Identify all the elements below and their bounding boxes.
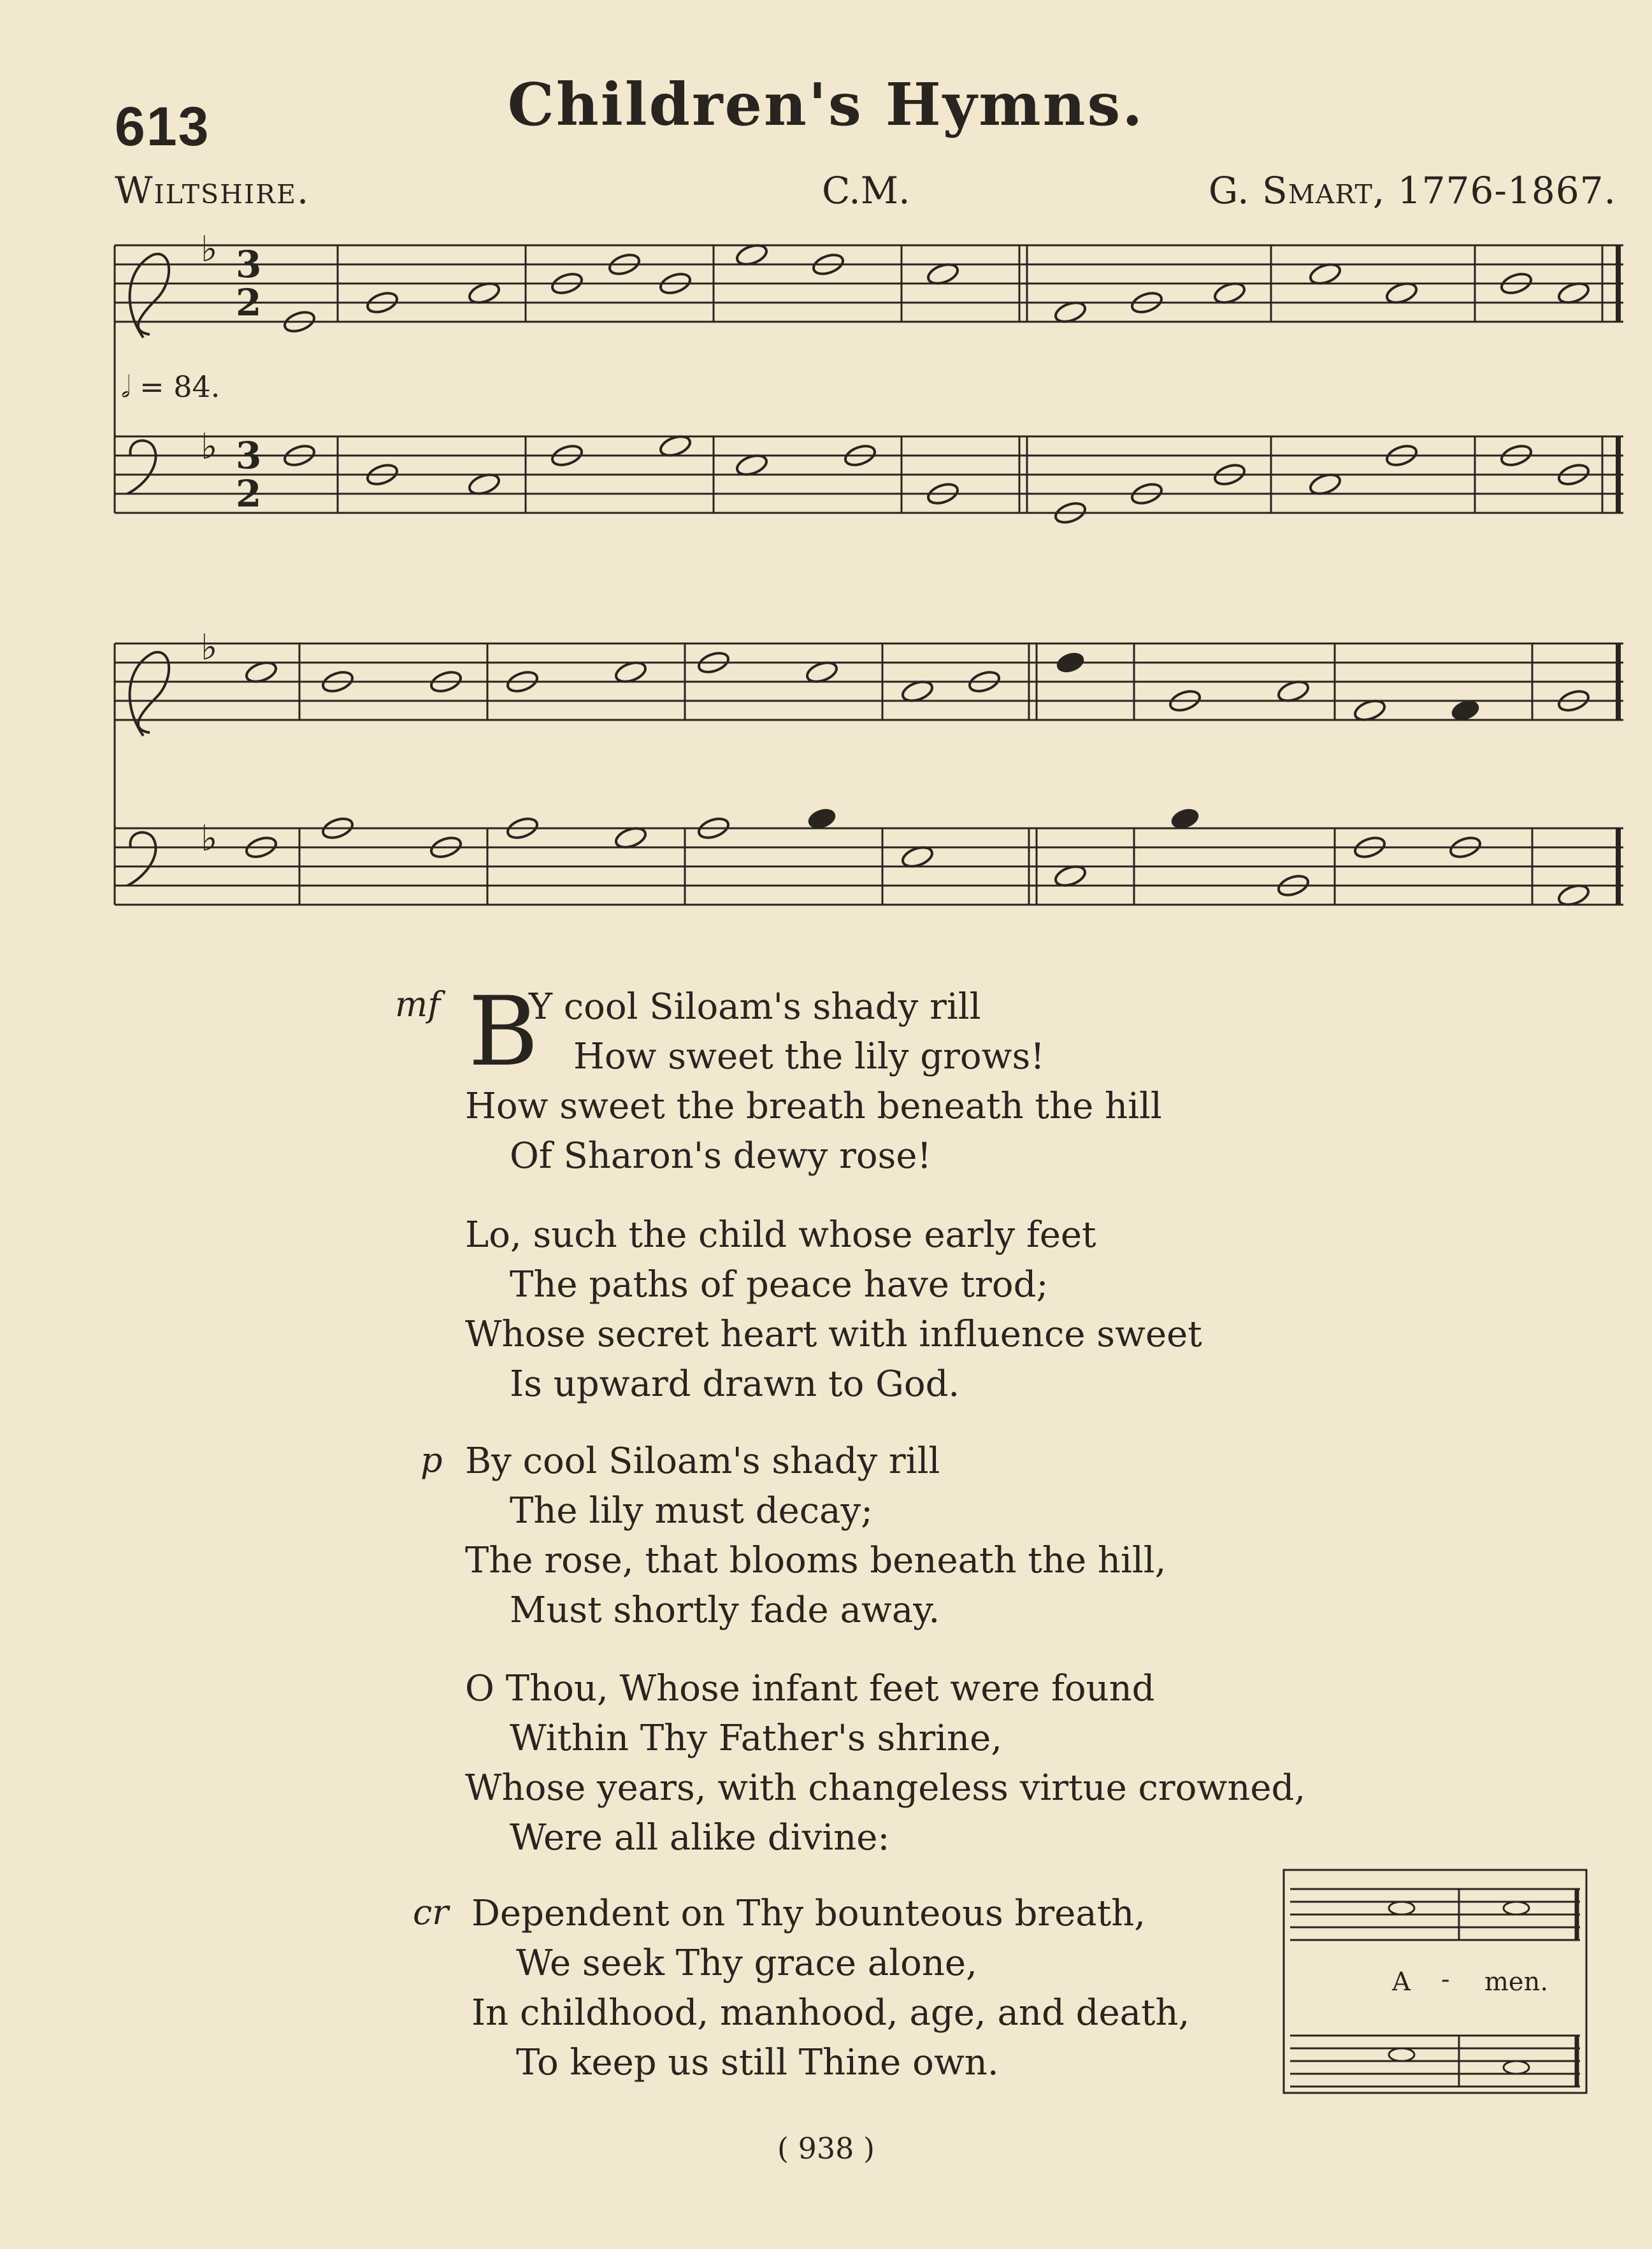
verse-1 [465, 977, 1162, 1181]
svg-text:3: 3 [236, 434, 262, 477]
svg-text:3: 3 [236, 243, 262, 286]
verse-line: By cool Siloam's shady rill [465, 1441, 940, 1482]
tune-name: Wiltshire. [115, 169, 310, 212]
verse-line: Whose years, with changeless virtue crowned, [465, 1767, 1306, 1809]
verse-2 [465, 1211, 1202, 1409]
composer: G. Smart, 1776-1867. [1208, 169, 1616, 212]
svg-text:2: 2 [236, 472, 262, 515]
verse-line: Were all alike divine: [510, 1817, 890, 1858]
verse-5 [471, 1889, 1189, 2088]
verse-3 [465, 1437, 1166, 1635]
verse-4 [465, 1664, 1305, 1863]
svg-text:♭: ♭ [201, 818, 218, 859]
verse-line: Within Thy Father's shrine, [510, 1718, 1003, 1759]
treble-staff-2 [115, 643, 1623, 720]
dynamic-p: p [420, 1440, 443, 1480]
barlines-1 [115, 245, 1618, 513]
verse-line: Y cool Siloam's shady rill [529, 986, 981, 1028]
page-number: 613 [115, 96, 210, 157]
verse-line: How sweet the breath beneath the hill [465, 1086, 1162, 1127]
verse-line: Is upward drawn to God. [510, 1363, 960, 1405]
bass-staff-2 [115, 828, 1623, 905]
staff-system-1 [115, 228, 1623, 526]
time-signature-1 [201, 228, 261, 515]
amen-dash: - [1441, 1965, 1450, 1994]
verse-line: The rose, that blooms beneath the hill, [465, 1540, 1167, 1581]
notes-2 [244, 650, 1591, 909]
amen-syllable-1: A [1392, 1967, 1411, 1997]
verse-line: The lily must decay; [510, 1490, 873, 1532]
verse-line: O Thou, Whose infant feet were found [465, 1668, 1155, 1709]
staff-system-2 [115, 627, 1623, 908]
svg-text:♭: ♭ [201, 228, 218, 270]
verse-line: To keep us still Thine own. [516, 2042, 999, 2083]
svg-text:♭: ♭ [201, 426, 218, 468]
verse-line: Must shortly fade away. [510, 1590, 940, 1631]
verse-line: Lo, such the child whose early feet [465, 1214, 1096, 1256]
dynamic-cr: cr [413, 1892, 449, 1932]
svg-text:2: 2 [236, 281, 262, 324]
page-footer: ( 938 ) [777, 2131, 875, 2166]
clefs-2 [127, 652, 169, 886]
verse-line: Whose secret heart with influence sweet [465, 1314, 1202, 1355]
treble-staff-1 [115, 245, 1623, 322]
verse-line: How sweet the lily grows! [573, 1036, 1045, 1077]
verse-line: The paths of peace have trod; [510, 1264, 1049, 1305]
page-title: Children's Hymns. [507, 70, 1145, 139]
amen-syllable-2: men. [1484, 1967, 1549, 1997]
dynamic-mf: mf [395, 984, 441, 1024]
verse-line: Of Sharon's dewy rose! [510, 1135, 931, 1177]
clefs-1 [127, 254, 169, 494]
tempo-marking: 𝅗𝅥 = 84. [121, 370, 220, 404]
key-signature-2 [201, 627, 217, 859]
verse-line: We seek Thy grace alone, [516, 1943, 977, 1984]
meter: C.M. [822, 169, 910, 212]
verse-line: Dependent on Thy bounteous breath, [471, 1893, 1146, 1934]
verse-line: In childhood, manhood, age, and death, [471, 1992, 1190, 2034]
drop-cap: B [468, 977, 539, 1088]
svg-text:♭: ♭ [201, 627, 218, 668]
